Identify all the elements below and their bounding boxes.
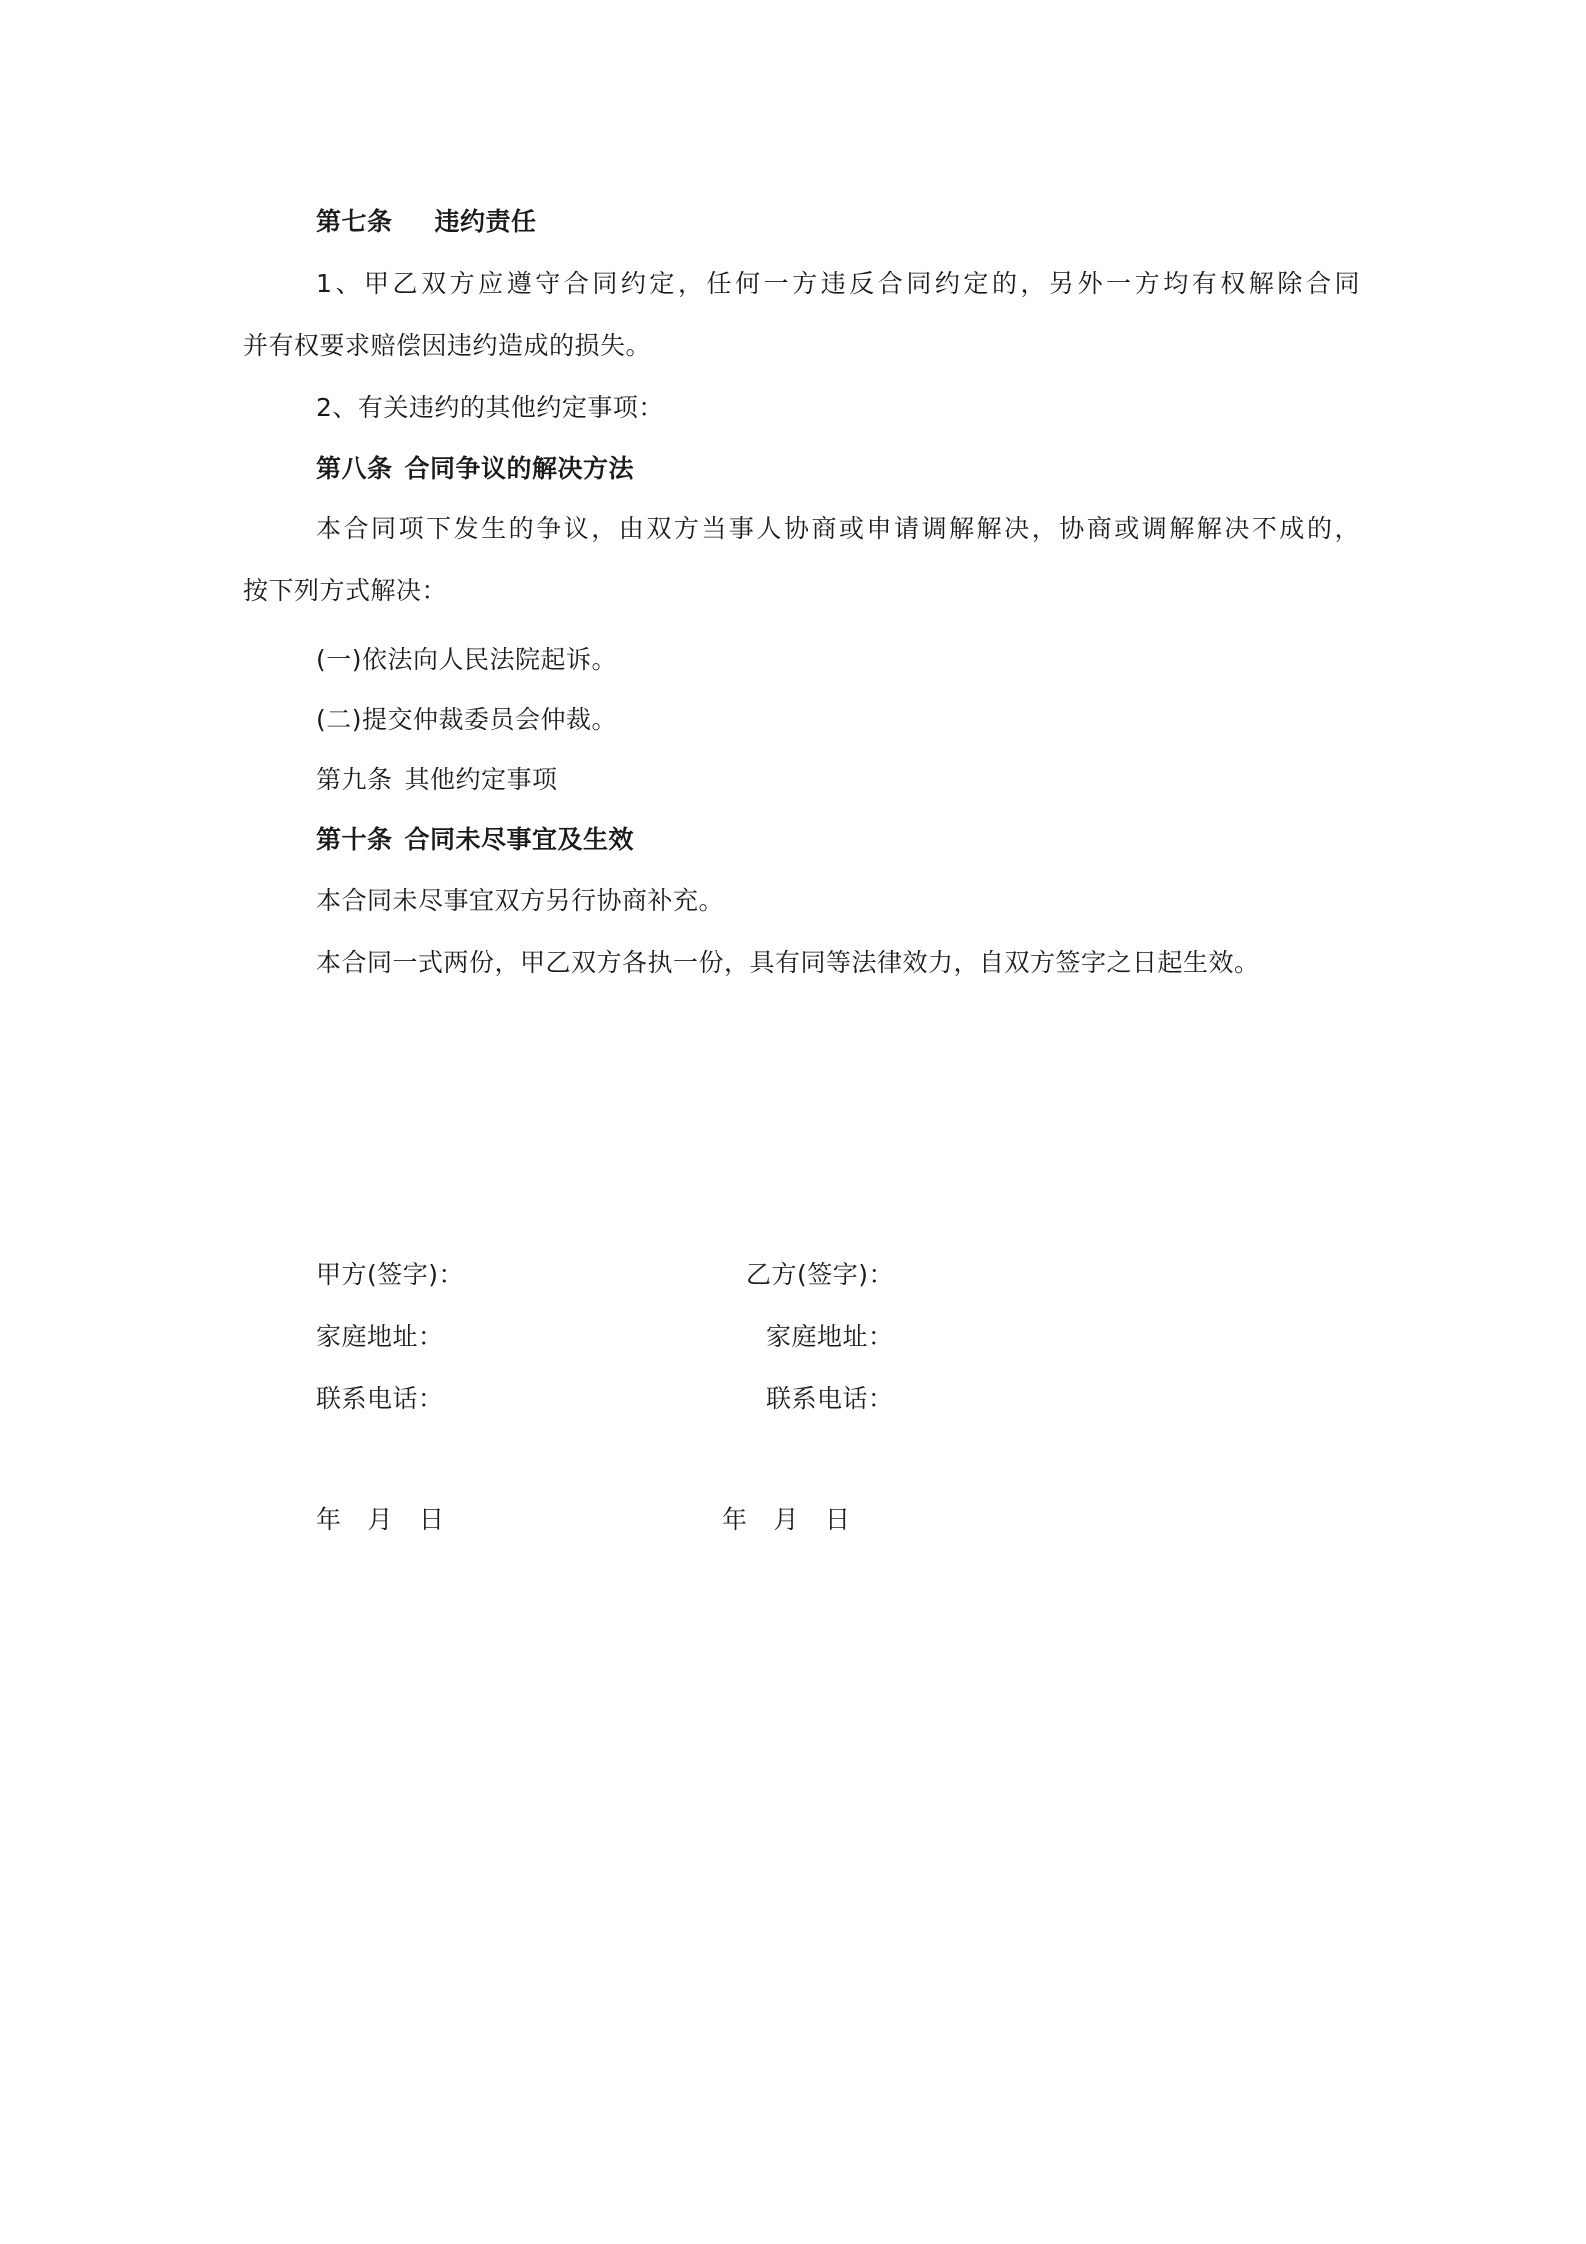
date-year-label: 年: [316, 1505, 342, 1534]
article7-title: 违约责任: [434, 207, 537, 236]
date-day-label: 日: [419, 1505, 445, 1534]
article8-number: 第八条: [316, 454, 393, 483]
article8-heading: [316, 452, 634, 486]
article8-paragraph-line2: 按下列方式解决：: [243, 576, 448, 605]
article9-heading: [316, 763, 558, 797]
article10-number: 第十条: [316, 825, 393, 854]
party-a-address-label: 家庭地址：: [316, 1322, 444, 1351]
article9-title: 其他约定事项: [404, 765, 558, 794]
party-a-signature-label: 甲方(签字)：: [316, 1260, 465, 1289]
party-b-address-label: 家庭地址：: [766, 1322, 894, 1351]
article8-option2: (二)提交仲裁委员会仲裁。: [316, 705, 618, 734]
article7-clause1-line1: 1、甲乙双方应遵守合同约定，任何一方违反合同约定的，另外一方均有权解除合同: [316, 269, 1360, 298]
date-month-label: 月: [367, 1505, 394, 1534]
article9-number: 第九条: [316, 765, 393, 794]
article10-heading: [316, 823, 634, 857]
article8-title: 合同争议的解决方法: [404, 454, 635, 483]
article7-clause2: 2、有关违约的其他约定事项：: [316, 393, 664, 422]
party-a-phone-label: 联系电话：: [316, 1384, 444, 1413]
article7-number: 第七条: [316, 207, 393, 236]
article7-heading: [316, 205, 537, 239]
party-b-date: [722, 1503, 851, 1537]
date-day-label: 日: [825, 1505, 851, 1534]
article10-paragraph2: 本合同一式两份，甲乙双方各执一份，具有同等法律效力，自双方签字之日起生效。: [316, 948, 1260, 977]
article7-clause1-line2: 并有权要求赔偿因违约造成的损失。: [243, 331, 652, 360]
date-year-label: 年: [722, 1505, 748, 1534]
date-month-label: 月: [773, 1505, 800, 1534]
party-b-phone-label: 联系电话：: [766, 1384, 894, 1413]
party-a-date: [316, 1503, 445, 1537]
article10-title: 合同未尽事宜及生效: [404, 825, 635, 854]
party-b-signature-label: 乙方(签字)：: [746, 1260, 895, 1289]
article8-option1: (一)依法向人民法院起诉。: [316, 645, 618, 674]
article10-paragraph1: 本合同未尽事宜双方另行协商补充。: [316, 886, 725, 915]
article8-paragraph-line1: 本合同项下发生的争议，由双方当事人协商或申请调解解决，协商或调解解决不成的，: [316, 514, 1360, 543]
